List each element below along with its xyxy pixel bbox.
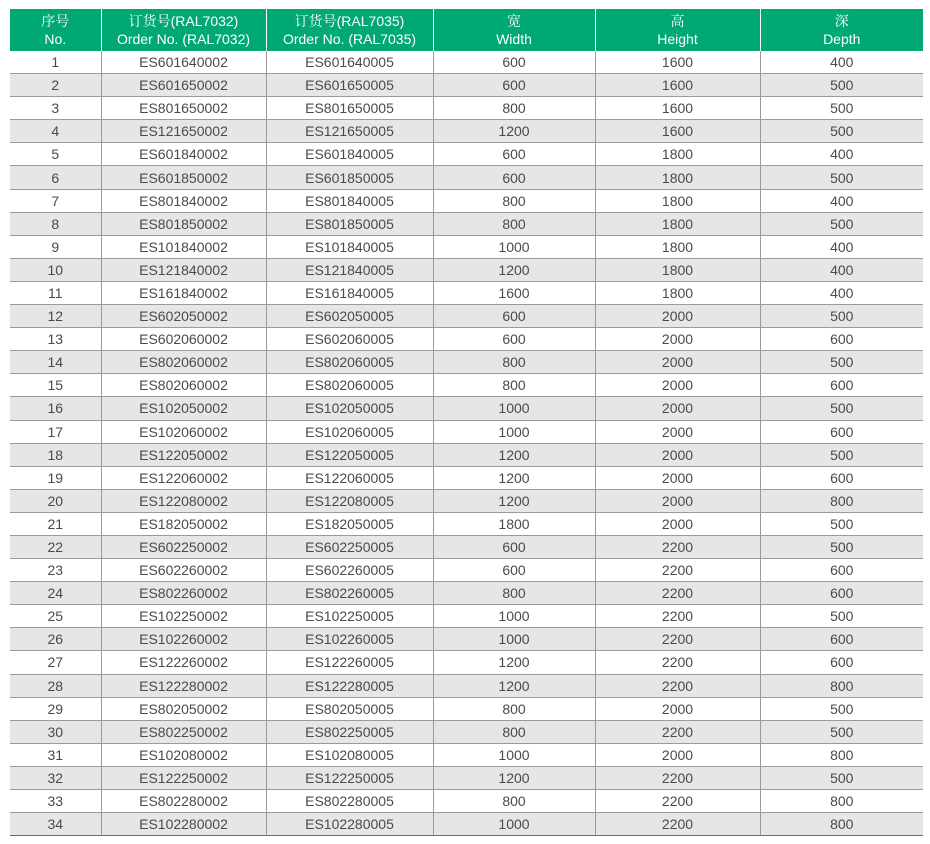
cell-order-ral7035: ES102080005 [266,743,433,766]
cell-order-ral7035: ES122250005 [266,766,433,789]
cell-order-ral7032: ES801650002 [101,97,266,120]
cell-order-ral7035: ES801850005 [266,212,433,235]
cell-no: 33 [10,790,101,813]
table-row [10,535,923,558]
cell-order-ral7032: ES102280002 [101,813,266,836]
cell-depth: 500 [760,720,923,743]
table-row [10,420,923,443]
header-no-en: No. [44,31,67,47]
cell-no: 29 [10,697,101,720]
table-row [10,582,923,605]
cell-height: 2000 [595,743,760,766]
cell-order-ral7035: ES101840005 [266,235,433,258]
cell-order-ral7032: ES182050002 [101,512,266,535]
table-row [10,489,923,512]
cell-height: 2000 [595,512,760,535]
cell-height: 2200 [595,628,760,651]
cell-depth: 500 [760,351,923,374]
cell-no: 22 [10,535,101,558]
table-body [10,51,923,836]
header-depth [760,9,923,51]
cell-height: 2200 [595,720,760,743]
cell-height: 1600 [595,74,760,97]
cell-height: 1800 [595,189,760,212]
cell-height: 1600 [595,51,760,74]
cell-order-ral7035: ES161840005 [266,281,433,304]
cell-depth: 600 [760,466,923,489]
cell-depth: 500 [760,512,923,535]
cell-height: 2000 [595,443,760,466]
cell-depth: 600 [760,328,923,351]
cell-order-ral7035: ES601850005 [266,166,433,189]
cell-no: 14 [10,351,101,374]
cell-depth: 400 [760,189,923,212]
cell-no: 10 [10,258,101,281]
table-row [10,281,923,304]
table-row [10,120,923,143]
cell-height: 2200 [595,766,760,789]
cell-height: 2000 [595,466,760,489]
header-row [10,9,923,51]
cell-height: 2200 [595,535,760,558]
cell-order-ral7035: ES102260005 [266,628,433,651]
cell-order-ral7035: ES801840005 [266,189,433,212]
cell-order-ral7032: ES122060002 [101,466,266,489]
cell-order-ral7032: ES121650002 [101,120,266,143]
cell-height: 2000 [595,328,760,351]
cell-height: 2000 [595,397,760,420]
cell-order-ral7032: ES122080002 [101,489,266,512]
cell-no: 28 [10,674,101,697]
cell-order-ral7035: ES122280005 [266,674,433,697]
cell-width: 1600 [433,281,595,304]
table-row [10,235,923,258]
cell-depth: 600 [760,628,923,651]
cell-width: 800 [433,720,595,743]
cell-no: 9 [10,235,101,258]
cell-no: 27 [10,651,101,674]
cell-order-ral7035: ES802060005 [266,351,433,374]
cell-width: 800 [433,374,595,397]
cell-order-ral7032: ES102060002 [101,420,266,443]
header-height-cn: 高 [670,13,685,29]
header-width [433,9,595,51]
cell-depth: 600 [760,582,923,605]
cell-depth: 800 [760,489,923,512]
cell-order-ral7032: ES802050002 [101,697,266,720]
cell-no: 21 [10,512,101,535]
cell-depth: 400 [760,258,923,281]
header-order-ral7032-en: Order No. (RAL7032) [116,31,251,47]
cell-depth: 500 [760,766,923,789]
table-row [10,212,923,235]
table-row [10,189,923,212]
product-table-container [10,9,923,836]
cell-width: 800 [433,212,595,235]
cell-depth: 500 [760,305,923,328]
cell-order-ral7035: ES802250005 [266,720,433,743]
header-no [10,9,101,51]
cell-order-ral7035: ES601840005 [266,143,433,166]
cell-no: 16 [10,397,101,420]
table-row [10,466,923,489]
cell-width: 1000 [433,420,595,443]
cell-order-ral7032: ES102080002 [101,743,266,766]
cell-order-ral7032: ES122250002 [101,766,266,789]
table-row [10,628,923,651]
cell-no: 12 [10,305,101,328]
cell-width: 600 [433,559,595,582]
header-height-en: Height [657,31,698,47]
table-row [10,166,923,189]
cell-no: 5 [10,143,101,166]
table-row [10,559,923,582]
cell-depth: 500 [760,212,923,235]
cell-height: 1800 [595,212,760,235]
cell-order-ral7032: ES802260002 [101,582,266,605]
cell-height: 2000 [595,351,760,374]
cell-width: 1200 [433,766,595,789]
cell-order-ral7032: ES102260002 [101,628,266,651]
cell-height: 2000 [595,374,760,397]
cell-no: 25 [10,605,101,628]
cell-width: 1200 [433,258,595,281]
cell-order-ral7035: ES182050005 [266,512,433,535]
cell-order-ral7035: ES602060005 [266,328,433,351]
cell-width: 800 [433,790,595,813]
cell-order-ral7032: ES122050002 [101,443,266,466]
cell-height: 2000 [595,305,760,328]
header-no-cn: 序号 [41,13,70,29]
cell-no: 24 [10,582,101,605]
cell-depth: 800 [760,813,923,836]
cell-width: 800 [433,582,595,605]
cell-order-ral7032: ES602050002 [101,305,266,328]
cell-no: 11 [10,281,101,304]
cell-depth: 400 [760,281,923,304]
cell-order-ral7035: ES602260005 [266,559,433,582]
cell-order-ral7032: ES122280002 [101,674,266,697]
cell-order-ral7035: ES102060005 [266,420,433,443]
table-row [10,51,923,74]
cell-order-ral7035: ES122060005 [266,466,433,489]
table-row [10,766,923,789]
cell-depth: 800 [760,674,923,697]
table-row [10,97,923,120]
cell-depth: 500 [760,166,923,189]
cell-no: 32 [10,766,101,789]
cell-order-ral7032: ES802060002 [101,374,266,397]
cell-order-ral7035: ES102050005 [266,397,433,420]
cell-order-ral7035: ES802060005 [266,374,433,397]
cell-width: 800 [433,189,595,212]
cell-height: 2200 [595,582,760,605]
table-row [10,674,923,697]
cell-order-ral7032: ES802250002 [101,720,266,743]
cell-height: 2200 [595,605,760,628]
cell-width: 800 [433,351,595,374]
cell-order-ral7032: ES601650002 [101,74,266,97]
header-order-ral7035-cn: 订货号(RAL7035) [294,13,405,29]
cell-width: 1200 [433,651,595,674]
cell-depth: 600 [760,651,923,674]
cell-no: 18 [10,443,101,466]
table-row [10,790,923,813]
table-row [10,651,923,674]
cell-depth: 500 [760,74,923,97]
cell-no: 8 [10,212,101,235]
cell-width: 1200 [433,443,595,466]
cell-depth: 400 [760,143,923,166]
table-row [10,258,923,281]
table-row [10,512,923,535]
cell-depth: 400 [760,235,923,258]
cell-height: 1800 [595,143,760,166]
cell-no: 1 [10,51,101,74]
cell-width: 1200 [433,120,595,143]
cell-height: 2000 [595,489,760,512]
cell-no: 31 [10,743,101,766]
cell-depth: 600 [760,420,923,443]
product-spec-table [10,9,923,836]
cell-order-ral7032: ES602060002 [101,328,266,351]
cell-order-ral7035: ES802260005 [266,582,433,605]
cell-depth: 500 [760,535,923,558]
cell-no: 7 [10,189,101,212]
cell-no: 30 [10,720,101,743]
cell-width: 1000 [433,397,595,420]
cell-order-ral7035: ES602050005 [266,305,433,328]
table-row [10,374,923,397]
header-width-cn: 宽 [507,13,521,29]
cell-order-ral7032: ES102250002 [101,605,266,628]
cell-depth: 600 [760,559,923,582]
table-row [10,305,923,328]
cell-width: 800 [433,697,595,720]
cell-order-ral7032: ES602260002 [101,559,266,582]
cell-order-ral7032: ES802060002 [101,351,266,374]
header-depth-en: Depth [823,31,861,47]
cell-order-ral7035: ES122080005 [266,489,433,512]
cell-depth: 500 [760,397,923,420]
cell-height: 2000 [595,697,760,720]
cell-no: 13 [10,328,101,351]
cell-no: 34 [10,813,101,836]
cell-no: 6 [10,166,101,189]
cell-width: 1000 [433,628,595,651]
cell-order-ral7035: ES102280005 [266,813,433,836]
cell-order-ral7032: ES602250002 [101,535,266,558]
cell-width: 600 [433,143,595,166]
cell-order-ral7035: ES601640005 [266,51,433,74]
cell-order-ral7032: ES601850002 [101,166,266,189]
cell-order-ral7032: ES802280002 [101,790,266,813]
cell-order-ral7035: ES601650005 [266,74,433,97]
cell-order-ral7032: ES801850002 [101,212,266,235]
cell-width: 600 [433,535,595,558]
cell-no: 17 [10,420,101,443]
cell-depth: 600 [760,374,923,397]
cell-depth: 800 [760,790,923,813]
table-row [10,813,923,836]
cell-no: 3 [10,97,101,120]
cell-depth: 400 [760,51,923,74]
cell-height: 2200 [595,651,760,674]
cell-order-ral7032: ES102050002 [101,397,266,420]
table-row [10,143,923,166]
cell-height: 2200 [595,674,760,697]
header-order-ral7035-en: Order No. (RAL7035) [282,31,417,47]
table-row [10,605,923,628]
cell-no: 4 [10,120,101,143]
cell-width: 600 [433,166,595,189]
cell-depth: 500 [760,443,923,466]
cell-width: 1200 [433,466,595,489]
cell-no: 26 [10,628,101,651]
cell-height: 2200 [595,790,760,813]
cell-order-ral7035: ES602250005 [266,535,433,558]
table-row [10,74,923,97]
header-depth-cn: 深 [834,13,849,29]
cell-height: 1800 [595,258,760,281]
cell-height: 2200 [595,813,760,836]
cell-order-ral7032: ES601840002 [101,143,266,166]
header-order-ral7035 [266,9,433,51]
cell-depth: 500 [760,605,923,628]
header-order-ral7032 [101,9,266,51]
cell-width: 1000 [433,605,595,628]
cell-height: 2000 [595,420,760,443]
table-row [10,351,923,374]
table-row [10,743,923,766]
cell-height: 1600 [595,97,760,120]
cell-height: 1800 [595,235,760,258]
cell-order-ral7035: ES802050005 [266,697,433,720]
cell-no: 2 [10,74,101,97]
cell-height: 1600 [595,120,760,143]
cell-order-ral7035: ES121650005 [266,120,433,143]
cell-order-ral7035: ES102250005 [266,605,433,628]
table-row [10,328,923,351]
cell-depth: 500 [760,697,923,720]
cell-order-ral7035: ES802280005 [266,790,433,813]
header-width-en: Width [496,31,532,47]
cell-no: 20 [10,489,101,512]
cell-order-ral7032: ES161840002 [101,281,266,304]
cell-order-ral7032: ES121840002 [101,258,266,281]
cell-order-ral7035: ES122050005 [266,443,433,466]
header-height [595,9,760,51]
cell-width: 800 [433,97,595,120]
cell-order-ral7032: ES101840002 [101,235,266,258]
cell-width: 600 [433,74,595,97]
cell-width: 1000 [433,813,595,836]
cell-no: 19 [10,466,101,489]
cell-no: 15 [10,374,101,397]
cell-depth: 800 [760,743,923,766]
cell-width: 1000 [433,235,595,258]
cell-width: 1200 [433,489,595,512]
table-row [10,720,923,743]
cell-order-ral7032: ES801840002 [101,189,266,212]
cell-width: 600 [433,328,595,351]
cell-height: 1800 [595,166,760,189]
cell-no: 23 [10,559,101,582]
cell-height: 1800 [595,281,760,304]
cell-order-ral7035: ES121840005 [266,258,433,281]
cell-width: 600 [433,305,595,328]
cell-depth: 500 [760,120,923,143]
cell-order-ral7032: ES122260002 [101,651,266,674]
header-order-ral7032-cn: 订货号(RAL7032) [128,13,239,29]
cell-height: 2200 [595,559,760,582]
cell-order-ral7035: ES801650005 [266,97,433,120]
cell-width: 600 [433,51,595,74]
cell-order-ral7032: ES601640002 [101,51,266,74]
cell-order-ral7035: ES122260005 [266,651,433,674]
cell-depth: 500 [760,97,923,120]
table-row [10,397,923,420]
table-row [10,697,923,720]
cell-width: 1800 [433,512,595,535]
table-row [10,443,923,466]
cell-width: 1200 [433,674,595,697]
cell-width: 1000 [433,743,595,766]
table-header [10,9,923,51]
